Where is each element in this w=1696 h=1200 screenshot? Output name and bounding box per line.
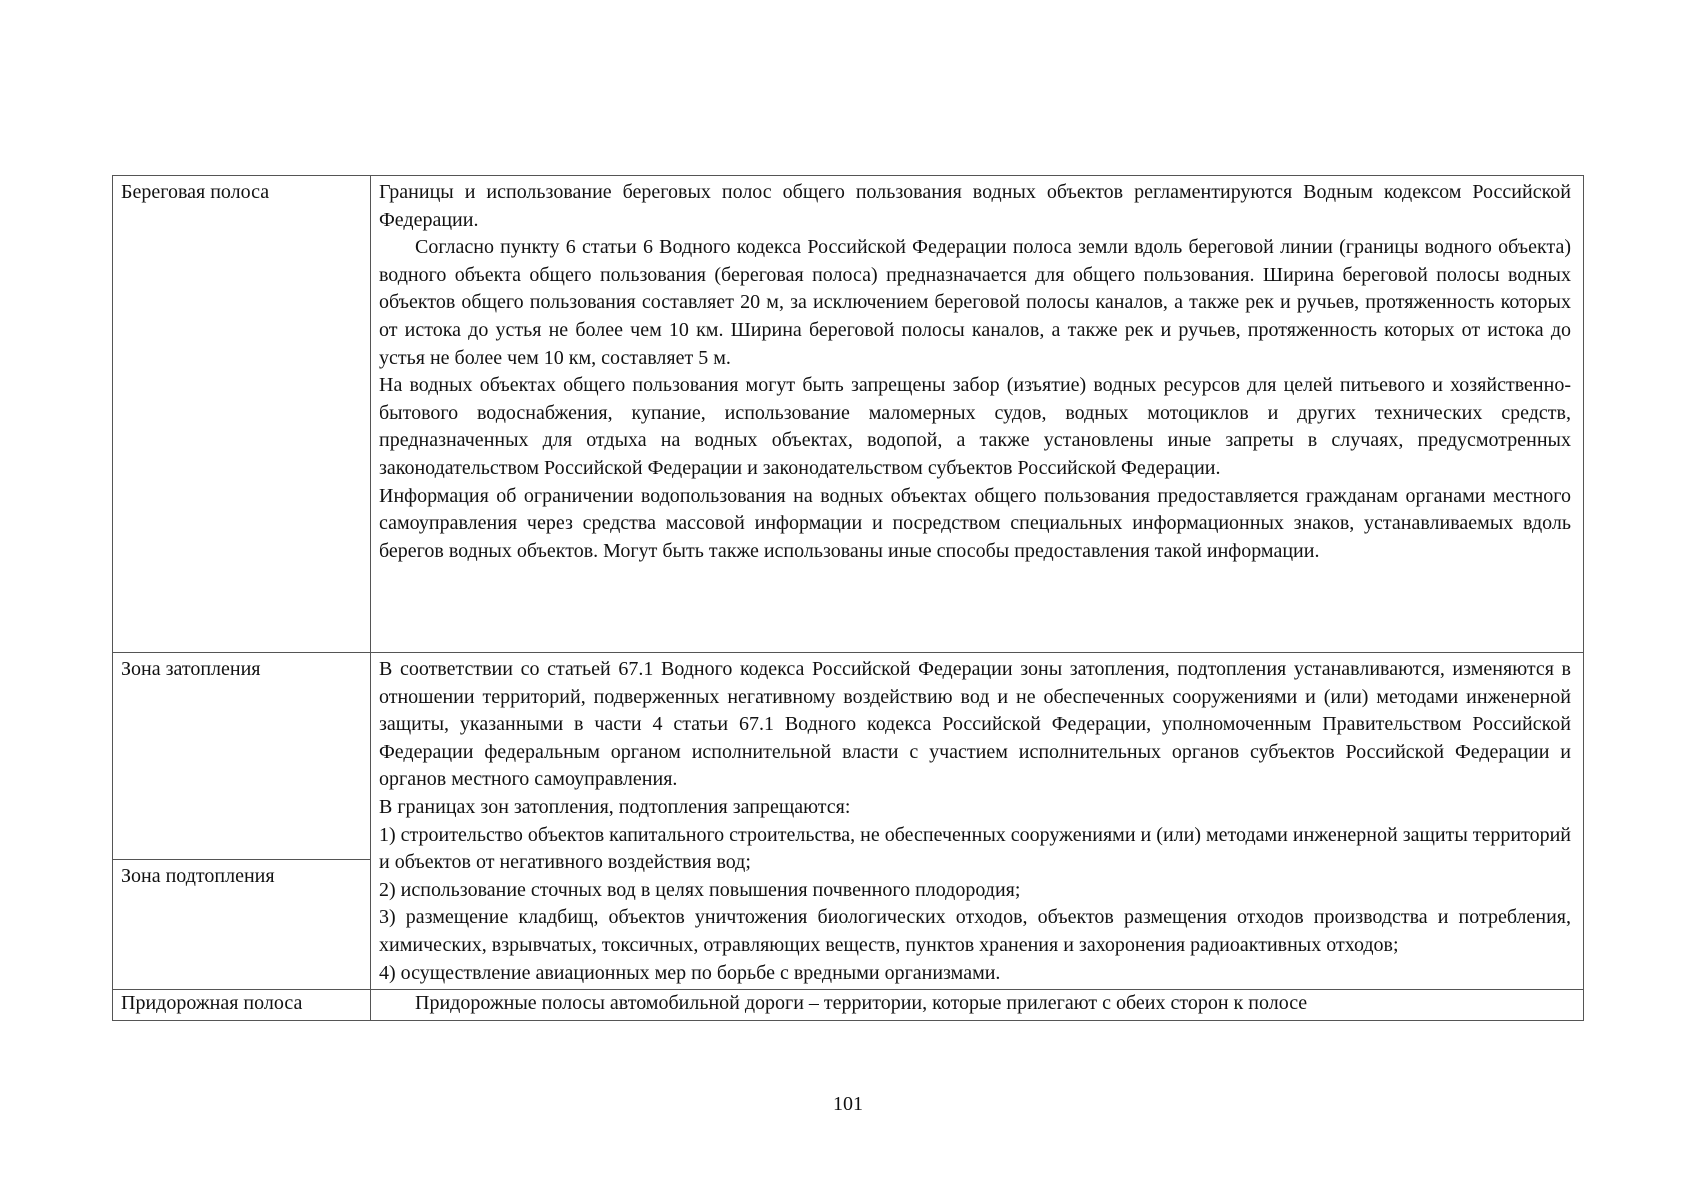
paragraph: Придорожные полосы автомобильной дороги – территории, которые прилегают с обеих сторон к полосе bbox=[415, 992, 1308, 1015]
term-label: Придорожная полоса bbox=[121, 992, 303, 1015]
paragraph: Информация об ограничении водопользования на водных объектах общего пользования предоставляется гражданам органами местного самоуправления через средства массовой информации и посредством специальных информационных знаков, устанавливаемых вдоль берегов водных объектов. Могут быть также использованы иные способы предоставления такой информации. bbox=[379, 484, 1571, 562]
page-number: 101 bbox=[833, 1093, 863, 1115]
description-cell bbox=[371, 653, 1584, 990]
term-label: Береговая полоса bbox=[121, 181, 270, 203]
list-item: 3) размещение кладбищ, объектов уничтожения биологических отходов, объектов размещения отходов производства и потребления, химических, взрывчатых, токсичных, отравляющих веществ, пунктов хранения и захоронения радиоактивных отходов; bbox=[379, 906, 1571, 956]
term-label: Зона подтопления bbox=[121, 865, 275, 887]
paragraph: Согласно пункту 6 статьи 6 Водного кодекса Российской Федерации полоса земли вдоль береговой линии (границы водного объекта) водного объекта общего пользования (береговая полоса) предназначается для общего пользования. Ширина береговой полосы водных объектов общего пользования составляет 20 м, за исключением береговой полосы каналов, а также рек и ручьев, протяженность которых от истока до устья не более чем 10 км. Ширина береговой полосы каналов, а также рек и ручьев, протяженность которых от истока до устья не более чем 10 км, составляет 5 м. bbox=[379, 236, 1571, 369]
paragraph: В границах зон затопления, подтопления запрещаются: bbox=[379, 795, 851, 818]
term-cell bbox=[113, 860, 371, 990]
term-label: Зона затопления bbox=[121, 658, 261, 680]
table-row bbox=[113, 176, 1584, 653]
table-row bbox=[113, 653, 1584, 860]
list-item: 4) осуществление авиационных мер по борьбе с вредными организмами. bbox=[379, 961, 1001, 984]
table-row bbox=[113, 990, 1584, 1021]
paragraph: На водных объектах общего пользования могут быть запрещены забор (изъятие) водных ресурсов для целей питьевого и хозяйственно-бытового водоснабжения, купание, использование маломерных судов, водных мотоциклов и других технических средств, предназначенных для отдыха на водных объектах, водопой, а также установлены иные запреты в случаях, предусмотренных законодательством Российской Федерации и законодательством субъектов Российской Федерации. bbox=[379, 374, 1571, 479]
list-item: 1) строительство объектов капитального строительства, не обеспеченных сооружениями и (или) методами инженерной защиты территорий и объектов от негативного воздействия вод; bbox=[379, 823, 1571, 874]
paragraph: Границы и использование береговых полос общего пользования водных объектов регламентируются Водным кодексом Российской Федерации. bbox=[379, 181, 1571, 231]
list-item: 2) использование сточных вод в целях повышения почвенного плодородия; bbox=[379, 878, 1021, 901]
term-cell bbox=[113, 176, 371, 653]
description-cell bbox=[371, 990, 1584, 1021]
regulations-table bbox=[112, 175, 1584, 1021]
term-cell bbox=[113, 653, 371, 860]
paragraph: В соответствии со статьей 67.1 Водного кодекса Российской Федерации зоны затопления, подтопления устанавливаются, изменяются в отношении территорий, подверженных негативному воздействию вод и не обеспеченных сооружениями и (или) методами инженерной защиты, указанными в части 4 статьи 67.1 Водного кодекса Российской Федерации, уполномоченным Правительством Российской Федерации федеральным органом исполнительной власти с участием исполнительных органов субъектов Российской Федерации и органов местного самоуправления. bbox=[379, 658, 1571, 791]
description-cell bbox=[371, 176, 1584, 653]
term-cell bbox=[113, 990, 371, 1021]
